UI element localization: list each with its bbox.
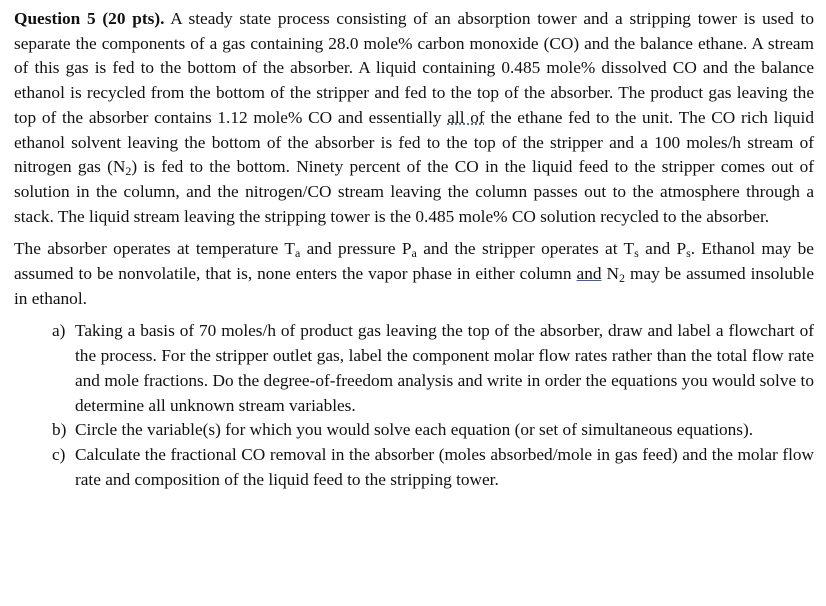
underlined-word: and [576,264,602,284]
part-label: a) [52,321,66,341]
question-part-b [52,418,814,443]
statement-text-1: A steady state process consisting of an absorption tower and a stripping tower is used to separate the components of a gas containing 28.0 mole% carbon monoxide (CO) and the balance ethane. A stream of this gas is fed to the bottom of the absorber. A liquid containing 0.485 mole% dissolved CO and the balance ethanol is recycled from the bottom of the stripper and fed to the top of the absorber. The product gas leaving the top of the absorber contains 1.12 mole% CO and essentially [14,9,814,127]
question-part-c [52,443,814,492]
statement-text-3: ) is fed to the bottom. Ninety percent of the CO in the liquid feed to the stripper comes out of solution in the column, and the nitrogen/CO stream leaving the column passes out to the atmosphere through a stack. The liquid stream leaving the stripping tower is the 0.485 mole% CO solution recycled to the absorber. [14,157,814,226]
conditions-text-7: may be assumed insoluble in ethanol. [14,264,814,308]
question-title: Question 5 (20 pts). [14,9,165,28]
question-part-a [52,319,814,418]
part-text: Taking a basis of 70 moles/h of product gas leaving the top of the absorber, draw and label a flowchart of the process. For the stripper outlet gas, label the component molar flow rates rather than the total flow rate and mole fractions. Do the degree-of-freedom analysis and write in order the equations you would solve to determine all unknown stream variables. [75,321,814,415]
part-text: Circle the variable(s) for which you would solve each equation (or set of simultaneous equations). [75,420,754,440]
problem-statement [14,7,814,229]
conditions-text-4: and P [645,239,687,259]
conditions-text-6: N [606,264,619,284]
conditions-text-1: The absorber operates at temperature T [14,239,295,259]
subscript-s: s [686,246,691,261]
part-label: b) [52,420,67,440]
operating-conditions [14,237,814,311]
subscript-n2: 2 [125,164,132,179]
subscript-a: a [294,246,301,261]
subscript-a: a [411,246,417,261]
conditions-text-3: and the stripper operates at T [423,239,635,259]
part-text: Calculate the fractional CO removal in the absorber (moles absorbed/mole in gas feed) and the molar flow rate and composition of the liquid feed to the stripping tower. [75,444,814,489]
subscript-s: s [634,246,639,261]
conditions-text-5: . Ethanol may be assumed to be nonvolatile, that is, none enters the vapor phase in either column [14,239,814,284]
subscript-n2: 2 [619,271,625,286]
question-parts-list [14,319,814,492]
flagged-phrase: all of [447,107,485,127]
statement-text-2: the ethane fed to the unit. The CO rich liquid ethanol solvent leaving the bottom of the absorber is fed to the top of the stripper and a 100 moles/h stream of nitrogen gas (N [14,107,814,177]
conditions-text-2: and pressure P [306,239,412,259]
part-label: c) [52,444,66,464]
